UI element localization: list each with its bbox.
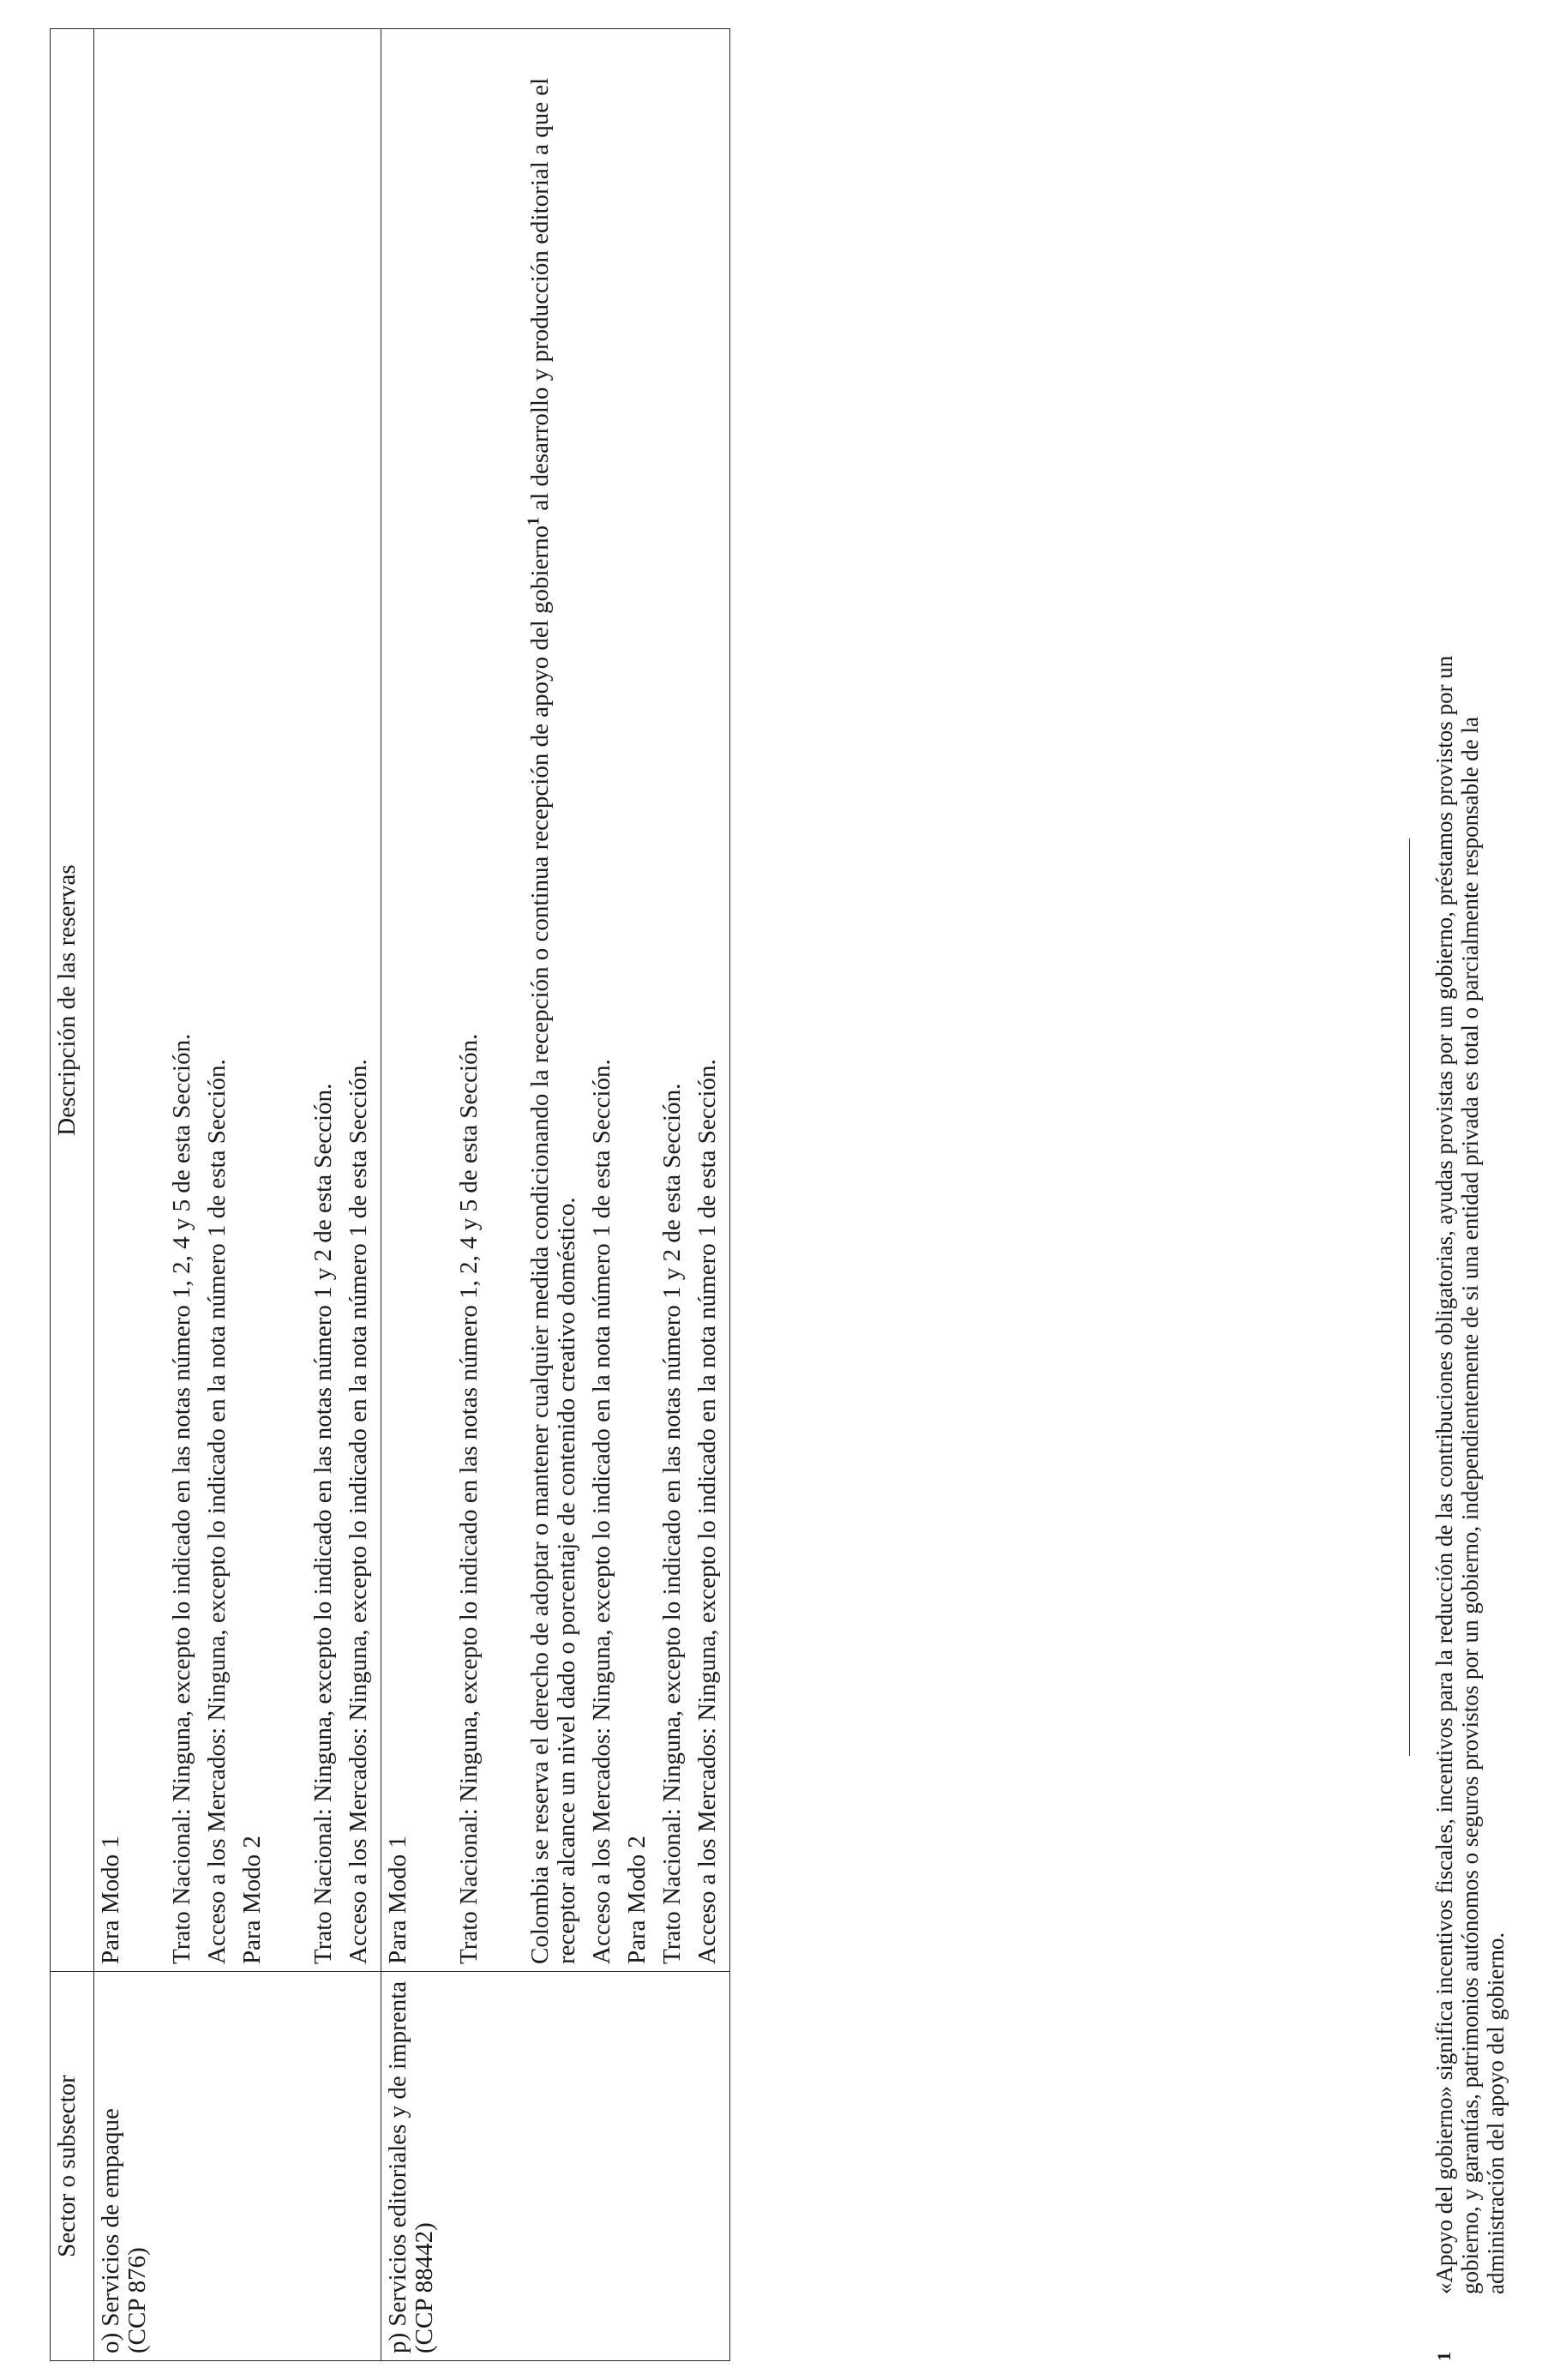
sector-name: p) Servicios editoriales y de imprenta: [384, 1980, 411, 2353]
table-header-row: [51, 29, 94, 2361]
description-column-header: Descripción de las reservas: [51, 29, 94, 1972]
national-treatment-line: Trato Nacional: Ninguna, excepto lo indicado en las notas número 1 y 2 de esta Sección.: [309, 1083, 337, 1964]
footnote-text: «Apoyo del gobierno» significa incentivos fiscales, incentivos para la reducción de las contribuciones obligatorias, ayudas provistas por un gobierno, préstamos provistos por un gobierno, y garantías, patrimonios autónomos o seguros provistos por un gobierno, independientemente de si una entidad privada es total o parcialmente responsable de la administración del apoyo del gobierno.: [1431, 655, 1509, 2294]
sector-column-header: Sector o subsector: [51, 1972, 94, 2361]
sector-name: o) Servicios de empaque: [97, 2108, 124, 2353]
mode-heading: Para Modo 2: [623, 1836, 651, 1964]
colombia-reservation-text-continued: al desarrollo y producción editorial a que el receptor alcance un nivel dado o porcentaje de contenido creativo doméstico.: [526, 77, 580, 1964]
sector-cell: [94, 1972, 381, 2361]
national-treatment-line: Trato Nacional: Ninguna, excepto lo indicado en las notas número 1, 2, 4 y 5 de esta Sección.: [168, 1033, 195, 1964]
footnote-separator: [1409, 838, 1410, 1756]
colombia-reservation-paragraph: [524, 36, 580, 1964]
national-treatment-line: Trato Nacional: Ninguna, excepto lo indicado en las notas número 1 y 2 de esta Sección.: [658, 1083, 686, 1964]
reservations-table: [50, 28, 730, 2361]
market-access-line: Acceso a los Mercados: Ninguna, excepto lo indicado en la nota número 1 de esta Sección.: [345, 1059, 372, 1964]
sector-code: (CCP 88442): [411, 2222, 438, 2353]
sector-cell: [381, 1972, 730, 2361]
footnote-number: 1: [1433, 2352, 1455, 2361]
sector-code: (CCP 876): [123, 2247, 151, 2353]
table-row: [381, 29, 730, 2361]
national-treatment-line: Trato Nacional: Ninguna, excepto lo indicado en las notas número 1, 2, 4 y 5 de esta Sección.: [455, 1033, 483, 1964]
mode-heading: Para Modo 1: [97, 1836, 124, 1964]
market-access-line: Acceso a los Mercados: Ninguna, excepto lo indicado en la nota número 1 de esta Sección.: [588, 1059, 615, 1964]
market-access-line: Acceso a los Mercados: Ninguna, excepto lo indicado en la nota número 1 de esta Sección.: [203, 1059, 231, 1964]
footnote-reference[interactable]: 1: [524, 516, 543, 526]
description-cell: [381, 29, 730, 1972]
table-row: [94, 29, 381, 2361]
market-access-line: Acceso a los Mercados: Ninguna, excepto lo indicado en la nota número 1 de esta Sección.: [693, 1059, 721, 1964]
mode-heading: Para Modo 2: [238, 1836, 266, 1964]
colombia-reservation-text: Colombia se reserva el derecho de adoptar o mantener cualquier medida condicionando la recepción o continua recepción de apoyo del gobierno: [526, 525, 554, 1964]
description-cell: [94, 29, 381, 1972]
footnote: [1431, 29, 1509, 2361]
mode-heading: Para Modo 1: [384, 1836, 411, 1964]
